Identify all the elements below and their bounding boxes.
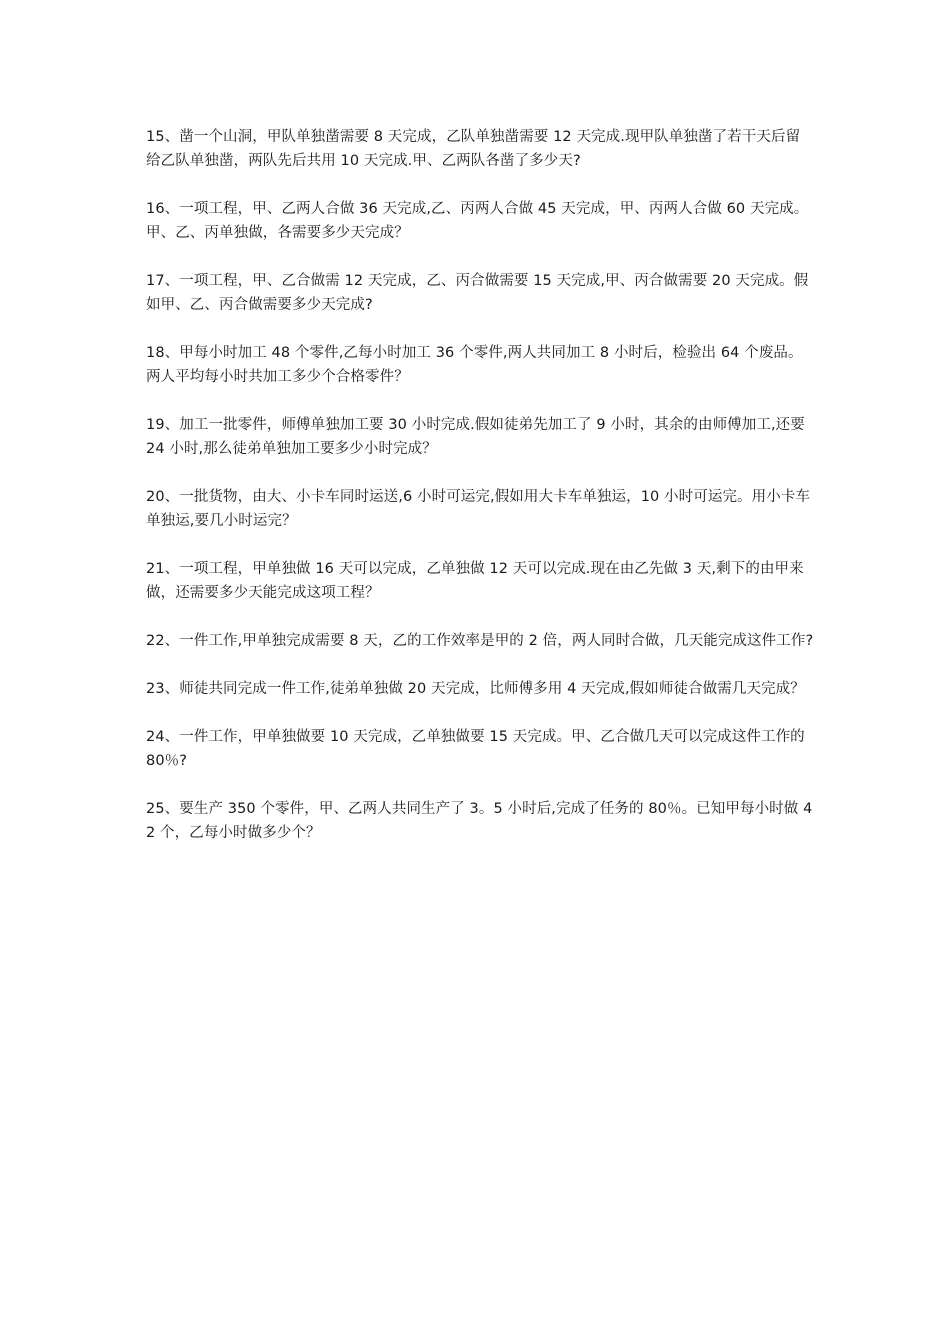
problem-17: 17、一项工程，甲、乙合做需 12 天完成，乙、丙合做需要 15 天完成,甲、丙合做需要 20 天完成。假如甲、乙、丙合做需要多少天完成? [146, 273, 809, 313]
problem-18: 18、甲每小时加工 48 个零件,乙每小时加工 36 个零件,两人共同加工 8 小时后，检验出 64 个废品。两人平均每小时共加工多少个合格零件？ [146, 345, 803, 385]
problem-25: 25、要生产 350 个零件，甲、乙两人共同生产了 3。5 小时后,完成了任务的 80％。已知甲每小时做 42 个，乙每小时做多少个？ [146, 801, 813, 841]
problem-20: 20、一批货物，由大、小卡车同时运送,6 小时可运完,假如用大卡车单独运，10 小时可运完。用小卡车单独运,要几小时运完？ [146, 489, 811, 529]
problem-19: 19、加工一批零件，师傅单独加工要 30 小时完成.假如徒弟先加工了 9 小时，其余的由师傅加工,还要 24 小时,那么徒弟单独加工要多少小时完成？ [146, 417, 805, 457]
problem-list [146, 125, 814, 869]
problem-15: 15、凿一个山洞，甲队单独凿需要 8 天完成，乙队单独凿需要 12 天完成.现甲队单独凿了若干天后留给乙队单独凿，两队先后共用 10 天完成.甲、乙两队各凿了多少天? [146, 129, 801, 169]
problem-23: 23、师徒共同完成一件工作,徒弟单独做 20 天完成，比师傅多用 4 天完成,假如师徒合做需几天完成？ [146, 681, 805, 697]
problem-22: 22、一件工作,甲单独完成需要 8 天，乙的工作效率是甲的 2 倍，两人同时合做，几天能完成这件工作? [146, 633, 814, 649]
problem-21: 21、一项工程，甲单独做 16 天可以完成，乙单独做 12 天可以完成.现在由乙先做 3 天,剩下的由甲来做，还需要多少天能完成这项工程？ [146, 561, 804, 601]
problem-16: 16、一项工程，甲、乙两人合做 36 天完成,乙、丙两人合做 45 天完成，甲、丙两人合做 60 天完成。甲、乙、丙单独做，各需要多少天完成？ [146, 201, 809, 241]
problem-24: 24、一件工作，甲单独做要 10 天完成，乙单独做要 15 天完成。甲、乙合做几天可以完成这件工作的 80％? [146, 729, 805, 769]
